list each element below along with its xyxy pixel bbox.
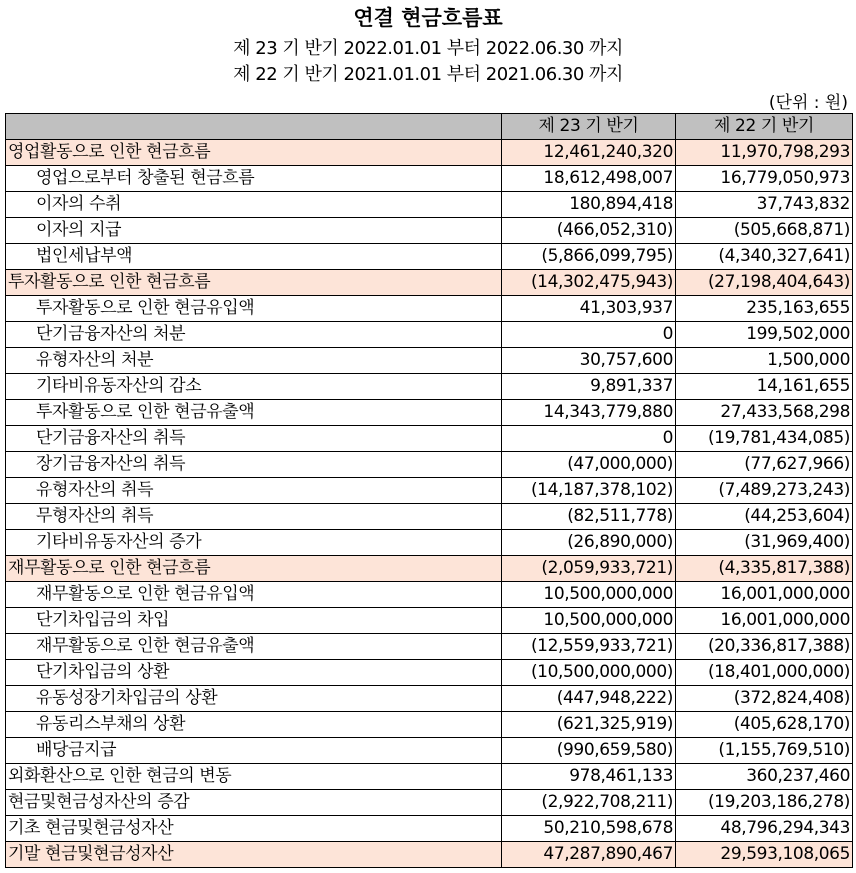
row-label: 유형자산의 처분 <box>6 348 502 374</box>
value-current: 10,500,000,000 <box>502 582 676 608</box>
value-current: 180,894,418 <box>502 192 676 218</box>
value-prior: 11,970,798,293 <box>676 140 853 166</box>
table-row <box>6 478 853 504</box>
prior-period: 제 22 기 반기 2021.01.01 부터 2021.06.30 까지 <box>233 64 623 85</box>
table-row <box>6 270 853 296</box>
value-current: 50,210,598,678 <box>502 816 676 842</box>
header-row <box>6 114 853 140</box>
current-period: 제 23 기 반기 2022.01.01 부터 2022.06.30 까지 <box>233 38 623 59</box>
table-row <box>6 764 853 790</box>
table-row <box>6 634 853 660</box>
value-current: (82,511,778) <box>502 504 676 530</box>
value-current: (12,559,933,721) <box>502 634 676 660</box>
row-label: 이자의 수취 <box>6 192 502 218</box>
value-current: 0 <box>502 426 676 452</box>
row-label: 유동성장기차입금의 상환 <box>6 686 502 712</box>
table-row <box>6 192 853 218</box>
row-label: 이자의 지급 <box>6 218 502 244</box>
table-row <box>6 790 853 816</box>
value-prior: (4,340,327,641) <box>676 244 853 270</box>
value-prior: 29,593,108,065 <box>676 842 853 868</box>
header-prior: 제 22 기 반기 <box>676 114 853 140</box>
table-row <box>6 530 853 556</box>
row-label: 재무활동으로 인한 현금유출액 <box>6 634 502 660</box>
value-prior: (19,781,434,085) <box>676 426 853 452</box>
row-label: 기초 현금및현금성자산 <box>6 816 502 842</box>
value-current: 47,287,890,467 <box>502 842 676 868</box>
value-current: 9,891,337 <box>502 374 676 400</box>
value-current: 12,461,240,320 <box>502 140 676 166</box>
table-row <box>6 452 853 478</box>
value-current: (990,659,580) <box>502 738 676 764</box>
value-prior: (4,335,817,388) <box>676 556 853 582</box>
value-current: 14,343,779,880 <box>502 400 676 426</box>
value-prior: (7,489,273,243) <box>676 478 853 504</box>
row-label: 외화환산으로 인한 현금의 변동 <box>6 764 502 790</box>
row-label: 유형자산의 취득 <box>6 478 502 504</box>
value-current: 18,612,498,007 <box>502 166 676 192</box>
value-prior: 235,163,655 <box>676 296 853 322</box>
row-label: 투자활동으로 인한 현금흐름 <box>6 270 502 296</box>
row-label: 무형자산의 취득 <box>6 504 502 530</box>
value-current: (2,059,933,721) <box>502 556 676 582</box>
value-prior: 48,796,294,343 <box>676 816 853 842</box>
value-prior: 27,433,568,298 <box>676 400 853 426</box>
value-prior: (1,155,769,510) <box>676 738 853 764</box>
row-label: 투자활동으로 인한 현금유출액 <box>6 400 502 426</box>
value-prior: 16,001,000,000 <box>676 582 853 608</box>
value-prior: (405,628,170) <box>676 712 853 738</box>
value-prior: (19,203,186,278) <box>676 790 853 816</box>
table-row <box>6 374 853 400</box>
value-current: (14,302,475,943) <box>502 270 676 296</box>
table-row <box>6 400 853 426</box>
row-label: 재무활동으로 인한 현금흐름 <box>6 556 502 582</box>
value-current: 978,461,133 <box>502 764 676 790</box>
value-prior: (77,627,966) <box>676 452 853 478</box>
table-row <box>6 556 853 582</box>
unit-label: (단위 : 원) <box>768 93 848 113</box>
header-item <box>6 114 502 140</box>
row-label: 법인세납부액 <box>6 244 502 270</box>
row-label: 배당금지급 <box>6 738 502 764</box>
value-prior: (27,198,404,643) <box>676 270 853 296</box>
table-row <box>6 296 853 322</box>
table-row <box>6 348 853 374</box>
value-prior: (44,253,604) <box>676 504 853 530</box>
value-prior: (18,401,000,000) <box>676 660 853 686</box>
value-current: 0 <box>502 322 676 348</box>
row-label: 단기금융자산의 처분 <box>6 322 502 348</box>
row-label: 단기차입금의 차입 <box>6 608 502 634</box>
value-current: (466,052,310) <box>502 218 676 244</box>
row-label: 장기금융자산의 취득 <box>6 452 502 478</box>
value-prior: (31,969,400) <box>676 530 853 556</box>
cash-flow-table <box>5 113 853 868</box>
value-current: (5,866,099,795) <box>502 244 676 270</box>
table-row <box>6 660 853 686</box>
value-prior: 16,779,050,973 <box>676 166 853 192</box>
value-prior: 16,001,000,000 <box>676 608 853 634</box>
table-row <box>6 426 853 452</box>
value-prior: 1,500,000 <box>676 348 853 374</box>
table-row <box>6 166 853 192</box>
row-label: 영업활동으로 인한 현금흐름 <box>6 140 502 166</box>
table-row <box>6 218 853 244</box>
table-row <box>6 582 853 608</box>
table-row <box>6 712 853 738</box>
value-current: (2,922,708,211) <box>502 790 676 816</box>
value-prior: 199,502,000 <box>676 322 853 348</box>
value-prior: (372,824,408) <box>676 686 853 712</box>
header-current: 제 23 기 반기 <box>502 114 676 140</box>
row-label: 투자활동으로 인한 현금유입액 <box>6 296 502 322</box>
row-label: 유동리스부채의 상환 <box>6 712 502 738</box>
table-row <box>6 140 853 166</box>
row-label: 영업으로부터 창출된 현금흐름 <box>6 166 502 192</box>
value-prior: 37,743,832 <box>676 192 853 218</box>
table-row <box>6 504 853 530</box>
value-prior: 360,237,460 <box>676 764 853 790</box>
row-label: 기말 현금및현금성자산 <box>6 842 502 868</box>
value-current: (447,948,222) <box>502 686 676 712</box>
table-row <box>6 244 853 270</box>
value-prior: (505,668,871) <box>676 218 853 244</box>
value-current: (10,500,000,000) <box>502 660 676 686</box>
row-label: 기타비유동자산의 증가 <box>6 530 502 556</box>
row-label: 기타비유동자산의 감소 <box>6 374 502 400</box>
value-prior: (20,336,817,388) <box>676 634 853 660</box>
value-current: (26,890,000) <box>502 530 676 556</box>
value-current: (14,187,378,102) <box>502 478 676 504</box>
table-row <box>6 738 853 764</box>
row-label: 재무활동으로 인한 현금유입액 <box>6 582 502 608</box>
value-current: (47,000,000) <box>502 452 676 478</box>
table-row <box>6 322 853 348</box>
table-row <box>6 608 853 634</box>
value-current: 30,757,600 <box>502 348 676 374</box>
row-label: 현금및현금성자산의 증감 <box>6 790 502 816</box>
value-current: 41,303,937 <box>502 296 676 322</box>
value-current: (621,325,919) <box>502 712 676 738</box>
table-row <box>6 842 853 868</box>
document-title: 연결 현금흐름표 <box>353 6 503 30</box>
value-current: 10,500,000,000 <box>502 608 676 634</box>
value-prior: 14,161,655 <box>676 374 853 400</box>
table-row <box>6 816 853 842</box>
table-row <box>6 686 853 712</box>
row-label: 단기금융자산의 취득 <box>6 426 502 452</box>
row-label: 단기차입금의 상환 <box>6 660 502 686</box>
